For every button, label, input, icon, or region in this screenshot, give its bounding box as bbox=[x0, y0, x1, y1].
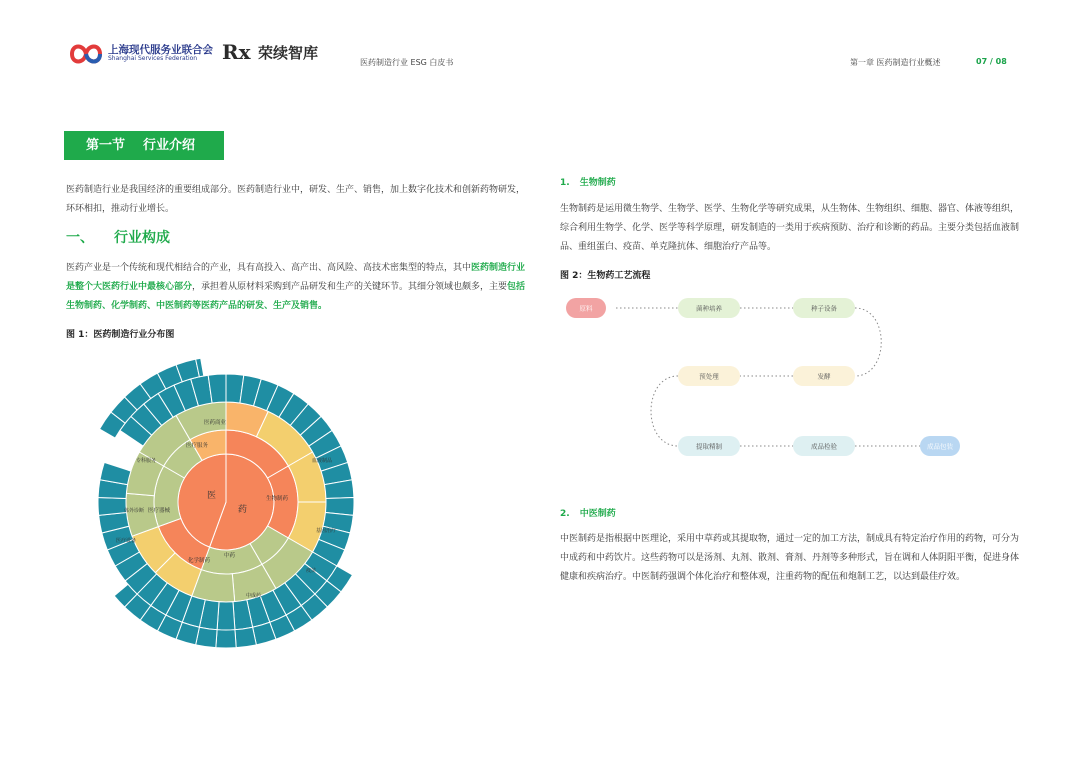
sunburst-outer-leaf bbox=[216, 630, 236, 648]
figure1-caption: 图 1：医药制造行业分布图 bbox=[66, 330, 175, 340]
sunburst-ring2-label: 血液制品 bbox=[312, 458, 333, 464]
sunburst-ring1-label: 医疗器械 bbox=[148, 508, 171, 514]
section-number: 第一节 bbox=[86, 138, 126, 153]
part1-highlight-core: 医药制造行业是整个大医药行业中最核心部分 bbox=[66, 263, 526, 292]
tcm-paragraph: 中医制药是指根据中医理论，采用中草药或其提取物，通过一定的加工方法，制成具有特定治疗作用的药物，可分为中成药和中药饮片。这些药物可以是汤剂、丸剂、散剂、膏剂、丹剂等多种形式，旨在调和人体阴阳平衡，促进身体健康和疾病治疗。中医制药强调个体化治疗和整体观，注重药物的配伍和炮制工艺，以达到最佳疗效。 bbox=[560, 534, 1020, 582]
tcm-number: 2. bbox=[560, 509, 570, 519]
shanghai-services-federation-logo bbox=[68, 40, 213, 68]
section-banner bbox=[64, 131, 224, 160]
bio-number: 1. bbox=[560, 178, 570, 188]
flow-step-label: 成品检验 bbox=[811, 443, 837, 451]
bio-process-flowchart bbox=[560, 288, 980, 468]
page-number: 07 / 08 bbox=[976, 57, 1007, 66]
flow-step-label: 预处理 bbox=[699, 373, 719, 381]
sunburst-leaf-segment bbox=[98, 498, 127, 516]
part1-text-a: 医药产业是一个传统和现代相结合的产业，具有高投入、高产出、高风险、高技术密集型的特点，其中 bbox=[66, 263, 472, 273]
bio-paragraph: 生物制药是运用微生物学、生物学、医学、生物化学等研究成果，从生物体、生物组织、细胞、器官、体液等组织，综合利用生物学、化学、医学等科学原理，研发制造的一类用于疾病预防、治疗和诊断的药品。主要分类包括血液制品、重组蛋白、疫苗、单克隆抗体、细胞治疗产品等。 bbox=[560, 204, 1020, 252]
tcm-heading bbox=[560, 506, 616, 519]
figure2-caption: 图 2：生物药工艺流程 bbox=[560, 271, 651, 281]
sunburst-ring2-label: 基因治疗 bbox=[316, 528, 337, 534]
flow-step-label: 原料 bbox=[579, 305, 593, 313]
sunburst-outer-leaf bbox=[235, 627, 256, 647]
part1-text-c: ，承担着从原材料采购到产品研发和生产的关键环节。其细分领域也颇多，主要 bbox=[192, 282, 508, 292]
flow-step-label: 发酵 bbox=[817, 373, 831, 381]
org1-name: 上海现代服务业联合会 bbox=[108, 44, 213, 56]
part1-number: 一、 bbox=[66, 230, 94, 246]
rongxu-think-tank-logo bbox=[222, 40, 332, 68]
org1-en-name: Shanghai Services Federation bbox=[108, 55, 198, 62]
flow-step-label: 提取精制 bbox=[696, 443, 722, 451]
sunburst-ring1-label: 化学制药 bbox=[188, 558, 211, 564]
rx-mark: Rx bbox=[222, 40, 251, 64]
tcm-title: 中医制药 bbox=[579, 509, 616, 519]
bio-title: 生物制药 bbox=[579, 178, 616, 188]
section-title: 行业介绍 bbox=[143, 138, 196, 153]
sunburst-ring1-label: 生物制药 bbox=[266, 496, 289, 502]
chapter-title: 第一章 医药制造行业概述 bbox=[850, 58, 941, 67]
sunburst-ring2-label: 体外诊断 bbox=[124, 508, 145, 514]
document-title: 医药制造行业 ESG 白皮书 bbox=[360, 58, 454, 67]
intro-paragraph: 医药制造行业是我国经济的重要组成部分。医药制造行业中，研发、生产、销售，加上数字化技术和创新药物研发，环环相扣，推动行业增长。 bbox=[66, 185, 526, 214]
center-label-1: 医 bbox=[207, 490, 217, 500]
part1-paragraph bbox=[66, 259, 526, 316]
sunburst-ring2-label: 疫苗 bbox=[306, 568, 317, 574]
org2-name: 荣续智库 bbox=[258, 44, 319, 62]
part1-highlight-segments: 包括生物制药、化学制药、中医制药等医药产品的研发、生产及销售。 bbox=[66, 282, 526, 311]
industry-sunburst-chart bbox=[76, 352, 376, 652]
sunburst-ring2-label: 医疗设备 bbox=[116, 538, 137, 544]
federation-emblem-icon bbox=[68, 40, 104, 68]
center-label-2: 药 bbox=[238, 504, 248, 514]
flow-step-label: 成品包装 bbox=[927, 443, 953, 451]
part1-heading bbox=[66, 227, 170, 247]
sunburst-ring2-label: 专科服务 bbox=[136, 458, 157, 464]
flow-step-label: 种子设备 bbox=[811, 305, 837, 313]
sunburst-ring1-label: 中药 bbox=[224, 553, 236, 559]
flow-step-label: 菌种培养 bbox=[696, 305, 722, 313]
sunburst-ring1-label: 医疗服务 bbox=[186, 443, 209, 449]
sunburst-leaf-segment bbox=[217, 602, 235, 630]
bio-heading bbox=[560, 175, 616, 188]
part1-title: 行业构成 bbox=[114, 230, 170, 246]
sunburst-ring2-label: 中成药 bbox=[246, 593, 262, 599]
sunburst-ring1-label: 医药商业 bbox=[204, 420, 227, 426]
